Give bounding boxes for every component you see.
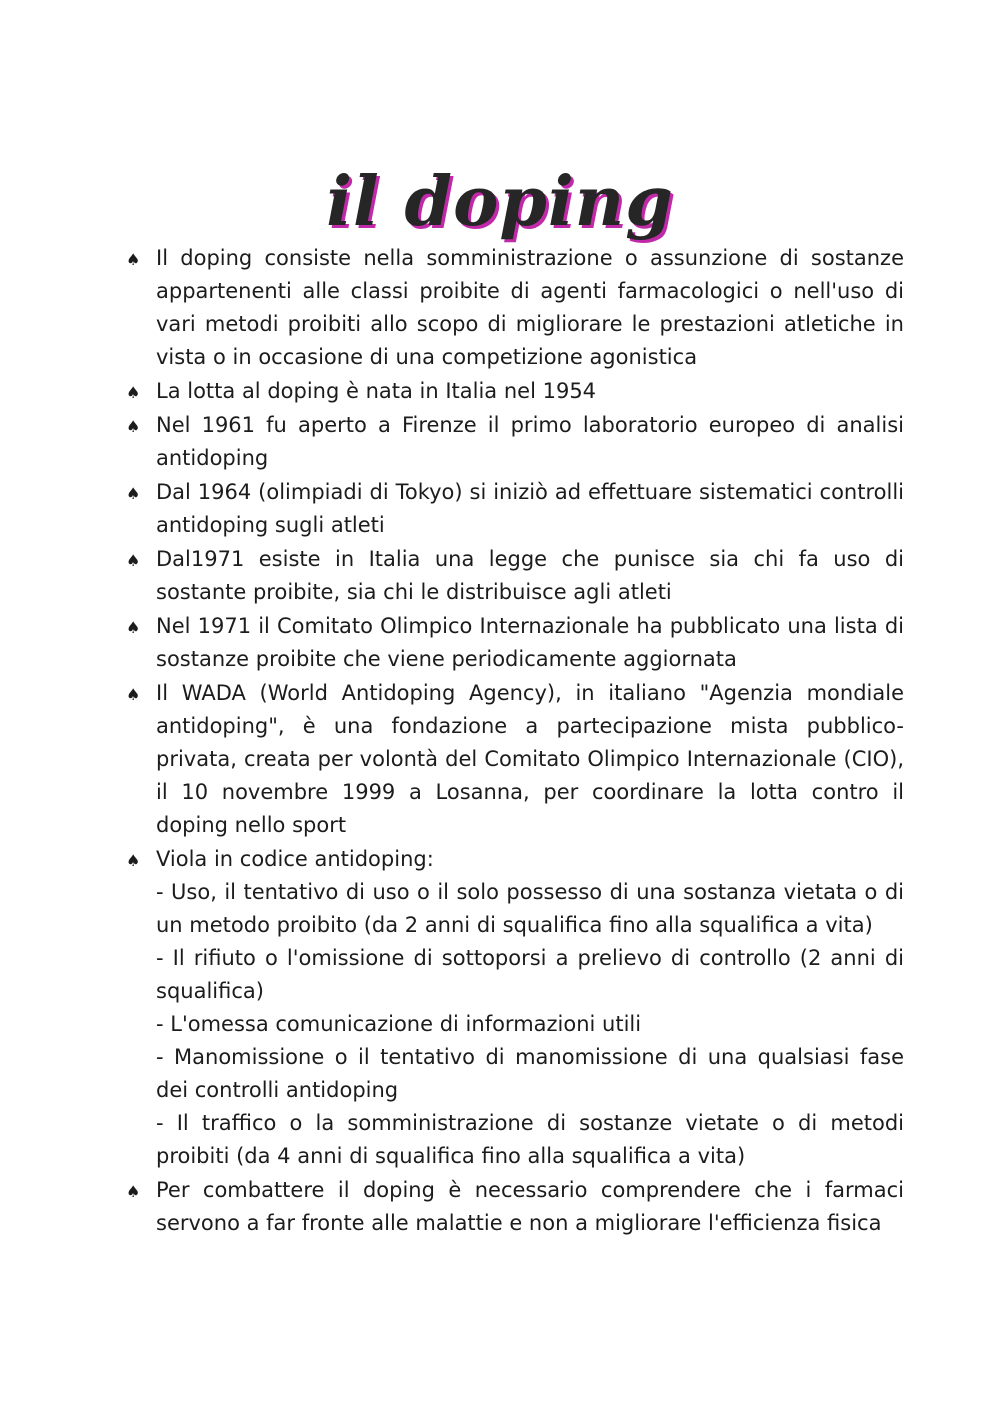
sub-item: - Uso, il tentativo di uso o il solo possesso di una sostanza vietata o di un metodo proibito (da 2 anni di squalifica fino alla squalifica a vita) xyxy=(156,880,904,937)
list-item xyxy=(126,375,904,408)
spade-icon: ♠ xyxy=(126,551,141,570)
spade-icon: ♠ xyxy=(126,383,141,402)
spade-icon: ♠ xyxy=(126,851,141,870)
spade-icon: ♠ xyxy=(126,685,141,704)
spade-icon: ♠ xyxy=(126,618,141,637)
sub-item: - L'omessa comunicazione di informazioni utili xyxy=(156,1012,642,1036)
list-item-text: Viola in codice antidoping: xyxy=(156,847,434,871)
list-item-text: Dal1971 esiste in Italia una legge che punisce sia chi fa uso di sostante proibite, sia chi le distribuisce agli atleti xyxy=(156,547,904,604)
spade-icon: ♠ xyxy=(126,417,141,436)
page-title: il doping xyxy=(326,161,674,242)
list-item xyxy=(126,610,904,676)
list-item-text: Nel 1961 fu aperto a Firenze il primo laboratorio europeo di analisi antidoping xyxy=(156,413,904,470)
list-item xyxy=(126,843,904,1173)
list-item xyxy=(126,476,904,542)
list-item xyxy=(126,242,904,374)
list-item xyxy=(126,677,904,842)
list-item xyxy=(126,409,904,475)
list-item-text: Il WADA (World Antidoping Agency), in italiano "Agenzia mondiale antidoping", è una fondazione a partecipazione mista pubblico-privata, creata per volontà del Comitato Olimpico Internazionale (CIO), il 10 novembre 1999 a Losanna, per coordinare la lotta contro il doping nello sport xyxy=(156,681,904,837)
list-item-text: Il doping consiste nella somministrazione o assunzione di sostanze appartenenti alle classi proibite di agenti farmacologici o nell'uso di vari metodi proibiti allo scopo di migliorare le prestazioni atletiche in vista o in occasione di una competizione agonistica xyxy=(156,246,904,369)
spade-icon: ♠ xyxy=(126,1182,141,1201)
spade-icon: ♠ xyxy=(126,250,141,269)
list-item xyxy=(126,1174,904,1240)
sub-item: - Manomissione o il tentativo di manomissione di una qualsiasi fase dei controlli antidoping xyxy=(156,1045,904,1102)
bullet-list xyxy=(126,242,904,1241)
list-item-text: Per combattere il doping è necessario comprendere che i farmaci servono a far fronte alle malattie e non a migliorare l'efficienza fisica xyxy=(156,1178,904,1235)
list-item xyxy=(126,543,904,609)
spade-icon: ♠ xyxy=(126,484,141,503)
list-item-text: Nel 1971 il Comitato Olimpico Internazionale ha pubblicato una lista di sostanze proibite che viene periodicamente aggiornata xyxy=(156,614,904,671)
sub-item: - Il rifiuto o l'omissione di sottoporsi a prelievo di controllo (2 anni di squalifica) xyxy=(156,946,904,1003)
list-item-text: La lotta al doping è nata in Italia nel 1954 xyxy=(156,379,597,403)
sub-item: - Il traffico o la somministrazione di sostanze vietate o di metodi proibiti (da 4 anni di squalifica fino alla squalifica a vita) xyxy=(156,1111,904,1168)
list-item-text: Dal 1964 (olimpiadi di Tokyo) si iniziò ad effettuare sistematici controlli antidoping sugli atleti xyxy=(156,480,904,537)
